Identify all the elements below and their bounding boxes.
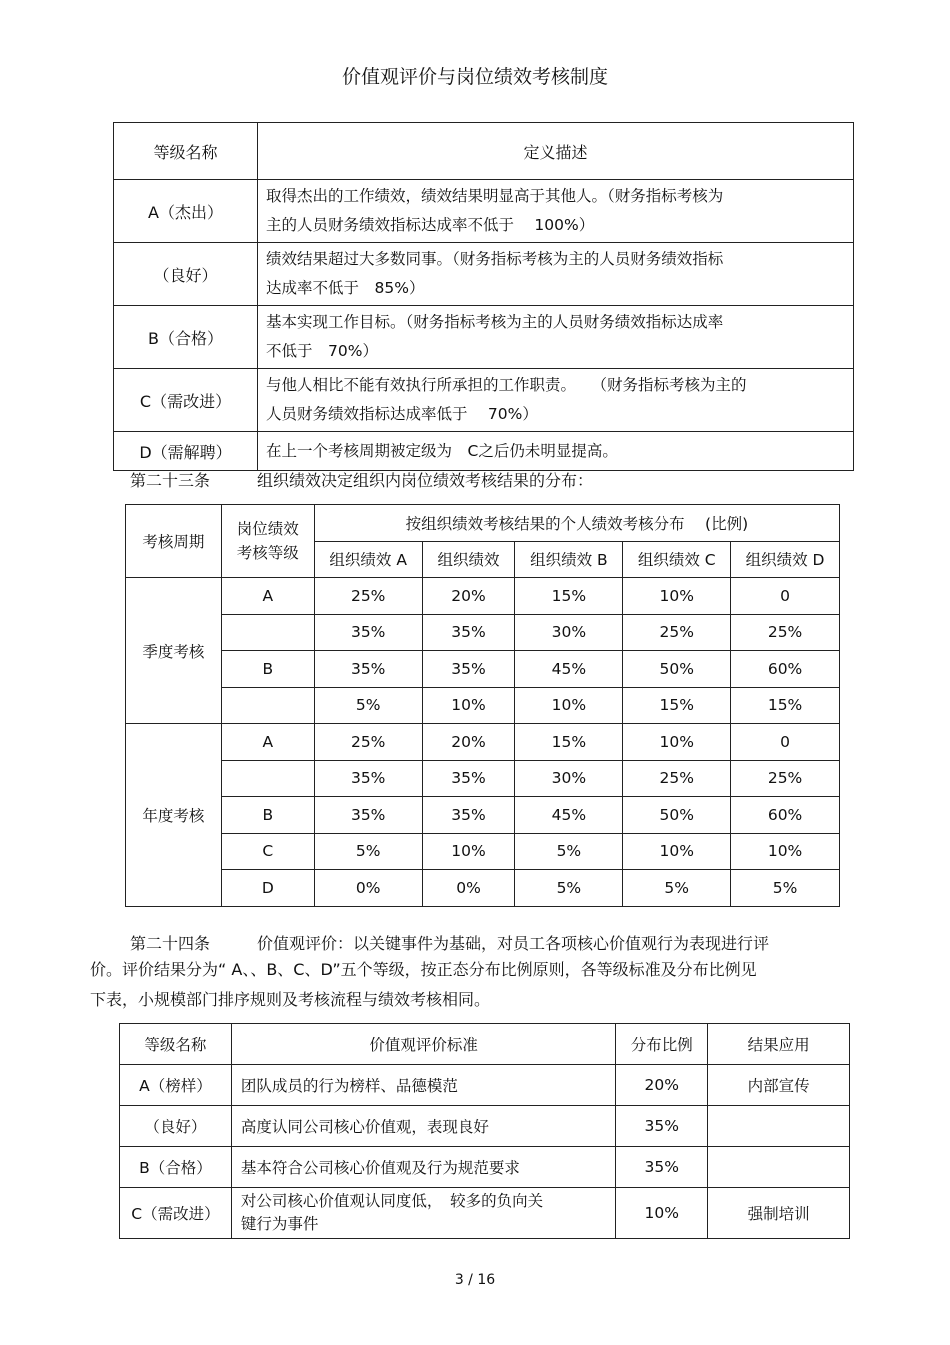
- grade-cell: B: [221, 651, 314, 688]
- table-row: [114, 180, 854, 243]
- standard-line: 键行为事件: [240, 1215, 319, 1233]
- grade-name-cell: （良好）: [114, 243, 258, 306]
- application-cell: [708, 1106, 850, 1147]
- value-cell: 10%: [623, 578, 731, 615]
- value-cell: 25%: [731, 614, 840, 651]
- grade-name-cell: A（榜样）: [120, 1065, 232, 1106]
- table-row: [114, 369, 854, 432]
- header-cell: 定义描述: [258, 123, 854, 180]
- grade-desc-cell: [258, 369, 854, 432]
- header-cell-group: 按组织绩效考核结果的个人绩效考核分布 (比例): [314, 505, 839, 542]
- header-cell: 分布比例: [616, 1024, 708, 1065]
- period-cell-annual: 年度考核: [126, 724, 222, 907]
- value-cell: 5%: [731, 870, 840, 907]
- standard-line: 对公司核心价值观认同度低， 较多的负向关: [240, 1192, 544, 1210]
- value-cell: 5%: [515, 870, 623, 907]
- page-number: 3 / 16: [454, 1272, 496, 1288]
- desc-line: 不低于 70%）: [266, 342, 378, 360]
- value-cell: 35%: [422, 651, 515, 688]
- table-row: [126, 833, 840, 870]
- desc-line: 绩效结果超过大多数同事。（财务指标考核为主的人员财务绩效指标: [266, 250, 724, 268]
- grade-cell: A: [221, 578, 314, 615]
- org-col-header: 组织绩效 C: [623, 541, 731, 578]
- ratio-cell: 35%: [616, 1147, 708, 1188]
- value-cell: 25%: [314, 578, 422, 615]
- org-col-header: 组织绩效: [422, 541, 515, 578]
- table-row: [126, 687, 840, 724]
- org-col-header: 组织绩效 B: [515, 541, 623, 578]
- value-cell: 35%: [422, 614, 515, 651]
- value-cell: 35%: [314, 651, 422, 688]
- table-row: [126, 797, 840, 834]
- desc-line: 人员财务绩效指标达成率低于 70%）: [266, 405, 538, 423]
- standard-cell: 基本符合公司核心价值观及行为规范要求: [231, 1147, 615, 1188]
- application-cell: [708, 1147, 850, 1188]
- article-24-line3: 下表，小规模部门排序规则及考核流程与绩效考核相同。: [90, 990, 491, 1009]
- grade-cell: D: [221, 870, 314, 907]
- grade-name-cell: A（杰出）: [114, 180, 258, 243]
- value-cell: 10%: [623, 833, 731, 870]
- grade-name-cell: C（需改进）: [120, 1188, 232, 1239]
- org-col-header: 组织绩效 D: [731, 541, 840, 578]
- period-cell-quarter: 季度考核: [126, 578, 222, 724]
- grade-name-cell: C（需改进）: [114, 369, 258, 432]
- article-23-label: 第二十三条: [130, 471, 211, 490]
- header-cell-grade: 岗位绩效考核等级: [221, 505, 314, 578]
- value-cell: 0%: [422, 870, 515, 907]
- grade-desc-cell: [258, 180, 854, 243]
- table-row: [126, 651, 840, 688]
- article-24-line1: 价值观评价：以关键事件为基础，对员工各项核心价值观行为表现进行评: [257, 934, 770, 953]
- article-24-line2: 价。评价结果分为“ A、、B、C、D”五个等级，按正态分布比例原则，各等级标准及分布比例见: [90, 960, 757, 979]
- article-23-text: 组织绩效决定组织内岗位绩效考核结果的分布：: [257, 471, 594, 490]
- value-cell: 10%: [731, 833, 840, 870]
- value-cell: 35%: [314, 797, 422, 834]
- value-cell: 15%: [623, 687, 731, 724]
- standard-cell: 高度认同公司核心价值观，表现良好: [231, 1106, 615, 1147]
- grade-name-cell: D（需解聘）: [114, 432, 258, 471]
- grade-desc-cell: [258, 243, 854, 306]
- value-cell: 0%: [314, 870, 422, 907]
- table-row: [120, 1106, 850, 1147]
- ratio-cell: 10%: [616, 1188, 708, 1239]
- article-24-label: 第二十四条: [130, 934, 211, 953]
- header-cell-period: 考核周期: [126, 505, 222, 578]
- grade-name-cell: B（合格）: [114, 306, 258, 369]
- value-cell: 35%: [314, 614, 422, 651]
- standard-cell: [231, 1188, 615, 1239]
- value-cell: 50%: [623, 797, 731, 834]
- table-row: [126, 578, 840, 615]
- value-cell: 15%: [515, 578, 623, 615]
- header-cell: 结果应用: [708, 1024, 850, 1065]
- grade-cell: [221, 760, 314, 797]
- value-cell: 5%: [515, 833, 623, 870]
- value-cell: 20%: [422, 724, 515, 761]
- value-cell: 25%: [731, 760, 840, 797]
- value-cell: 60%: [731, 797, 840, 834]
- desc-line: 与他人相比不能有效执行所承担的工作职责。 （财务指标考核为主的: [266, 376, 747, 394]
- value-cell: 5%: [314, 687, 422, 724]
- table-row: [120, 1147, 850, 1188]
- value-cell: 10%: [422, 687, 515, 724]
- table-header-row: [120, 1024, 850, 1065]
- ratio-cell: 20%: [616, 1065, 708, 1106]
- org-col-header: 组织绩效 A: [314, 541, 422, 578]
- table-row: [126, 724, 840, 761]
- table-row: [120, 1188, 850, 1239]
- grade-cell: [221, 614, 314, 651]
- grade-name-cell: （良好）: [120, 1106, 232, 1147]
- table-row: [126, 870, 840, 907]
- value-cell: 60%: [731, 651, 840, 688]
- value-cell: 50%: [623, 651, 731, 688]
- value-cell: 15%: [731, 687, 840, 724]
- grade-desc-cell: [258, 306, 854, 369]
- ratio-cell: 35%: [616, 1106, 708, 1147]
- application-cell: 强制培训: [708, 1188, 850, 1239]
- header-cell: 价值观评价标准: [231, 1024, 615, 1065]
- value-evaluation-table: [119, 1023, 850, 1239]
- grade-cell: A: [221, 724, 314, 761]
- grade-cell: [221, 687, 314, 724]
- value-cell: 5%: [623, 870, 731, 907]
- value-cell: 15%: [515, 724, 623, 761]
- value-cell: 25%: [623, 614, 731, 651]
- value-cell: 25%: [314, 724, 422, 761]
- value-cell: 10%: [515, 687, 623, 724]
- grade-name-cell: B（合格）: [120, 1147, 232, 1188]
- table-row: [126, 614, 840, 651]
- table-row: [120, 1065, 850, 1106]
- value-cell: 5%: [314, 833, 422, 870]
- table-row: [114, 306, 854, 369]
- value-cell: 30%: [515, 760, 623, 797]
- desc-line: 基本实现工作目标。（财务指标考核为主的人员财务绩效指标达成率: [266, 313, 724, 331]
- value-cell: 10%: [422, 833, 515, 870]
- table-row: [114, 243, 854, 306]
- table-row: [126, 760, 840, 797]
- grade-desc-cell: [258, 432, 854, 471]
- grade-definition-table: [113, 122, 854, 471]
- value-cell: 30%: [515, 614, 623, 651]
- grade-cell: C: [221, 833, 314, 870]
- table-header-row: [126, 505, 840, 542]
- page-title: 价值观评价与岗位绩效考核制度: [341, 66, 608, 88]
- grade-cell: B: [221, 797, 314, 834]
- desc-line: 在上一个考核周期被定级为 C之后仍未明显提高。: [266, 441, 618, 460]
- value-cell: 45%: [515, 797, 623, 834]
- value-cell: 35%: [422, 760, 515, 797]
- table-header-row: [114, 123, 854, 180]
- desc-line: 主的人员财务绩效指标达成率不低于 100%）: [266, 216, 595, 234]
- desc-line: 取得杰出的工作绩效，绩效结果明显高于其他人。（财务指标考核为: [266, 187, 724, 205]
- value-cell: 35%: [314, 760, 422, 797]
- value-cell: 10%: [623, 724, 731, 761]
- value-cell: 35%: [422, 797, 515, 834]
- value-cell: 0: [731, 578, 840, 615]
- distribution-table: [125, 504, 840, 907]
- header-cell: 等级名称: [114, 123, 258, 180]
- standard-cell: 团队成员的行为榜样、品德模范: [231, 1065, 615, 1106]
- value-cell: 25%: [623, 760, 731, 797]
- header-cell: 等级名称: [120, 1024, 232, 1065]
- table-row: [114, 432, 854, 471]
- desc-line: 达成率不低于 85%）: [266, 279, 425, 297]
- value-cell: 45%: [515, 651, 623, 688]
- value-cell: 0: [731, 724, 840, 761]
- value-cell: 20%: [422, 578, 515, 615]
- application-cell: 内部宣传: [708, 1065, 850, 1106]
